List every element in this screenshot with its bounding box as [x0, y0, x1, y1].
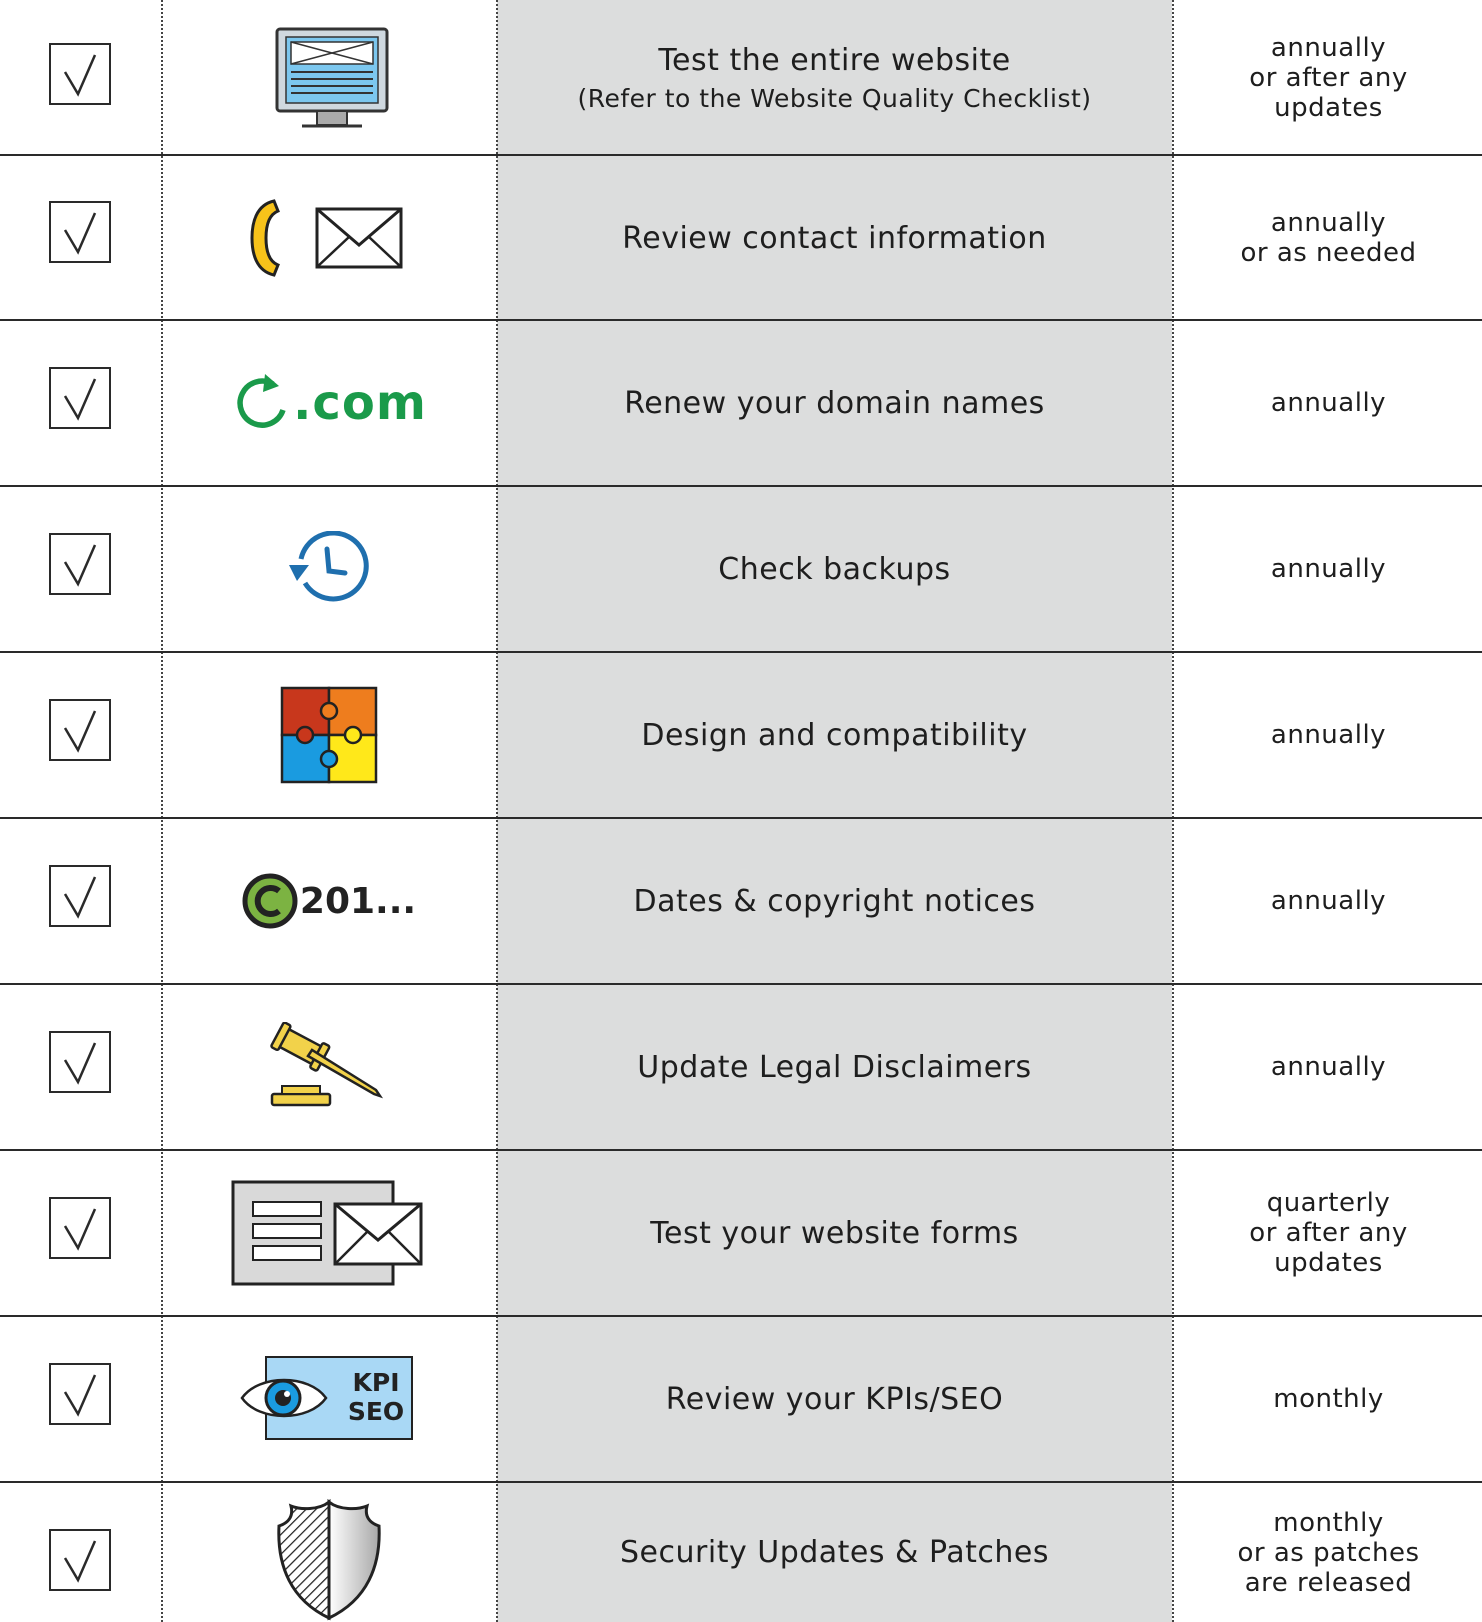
copyright-year-text: 201...	[299, 880, 417, 922]
frequency-line: monthly	[1273, 1384, 1384, 1414]
icon-cell	[164, 321, 494, 485]
checkmark-icon	[51, 535, 108, 592]
frequency-line: monthly	[1273, 1507, 1384, 1538]
frequency-cell	[1175, 819, 1482, 983]
copyright-symbol-icon	[242, 873, 298, 929]
kpi-text: KPI	[352, 1368, 400, 1397]
icon-cell	[164, 1151, 494, 1315]
frequency-cell	[1175, 985, 1482, 1149]
checklist-row	[0, 321, 1482, 485]
checklist-row	[0, 156, 1482, 320]
icon-cell	[164, 156, 494, 320]
task-label: Test the entire website	[658, 42, 1011, 78]
task-label: Renew your domain names	[624, 385, 1045, 421]
form-envelope-icon	[229, 1178, 429, 1288]
frequency-line: annually	[1270, 1052, 1387, 1082]
task-label: Update Legal Disclaimers	[637, 1049, 1032, 1085]
eye-icon	[239, 1368, 329, 1428]
checklist-row	[0, 487, 1482, 651]
frequency-line: annually	[1270, 886, 1387, 916]
checklist-row	[0, 819, 1482, 983]
checkmark-icon	[51, 1531, 108, 1588]
frequency-cell	[1175, 653, 1482, 817]
icon-cell	[164, 0, 494, 155]
frequency-cell	[1175, 1483, 1482, 1622]
frequency-cell	[1175, 1317, 1482, 1481]
backup-clock-icon	[287, 531, 371, 607]
checkmark-icon	[51, 45, 108, 102]
frequency-cell	[1175, 156, 1482, 320]
refresh-icon	[231, 372, 293, 434]
frequency-cell	[1175, 0, 1482, 155]
task-cell	[497, 0, 1172, 155]
frequency-line: annually	[1270, 388, 1387, 418]
checkmark-icon	[51, 1033, 108, 1090]
checklist-row	[0, 1151, 1482, 1315]
checkbox[interactable]	[49, 1197, 111, 1259]
monitor-icon	[269, 23, 389, 133]
task-label: Design and compatibility	[641, 717, 1028, 753]
checkbox[interactable]	[49, 1031, 111, 1093]
icon-cell	[164, 1317, 494, 1481]
task-note: (Refer to the Website Quality Checklist)	[577, 83, 1092, 113]
frequency-line: annually	[1270, 720, 1387, 750]
checkmark-icon	[51, 867, 108, 924]
task-cell	[497, 653, 1172, 817]
icon-cell	[164, 985, 494, 1149]
checkmark-icon	[51, 203, 108, 260]
frequency-cell	[1175, 1151, 1482, 1315]
task-cell	[497, 819, 1172, 983]
domain-text: .com	[293, 375, 427, 431]
checklist-row	[0, 1317, 1482, 1481]
task-cell	[497, 1317, 1172, 1481]
gavel-icon	[264, 1022, 394, 1112]
icon-cell	[164, 653, 494, 817]
task-label: Security Updates & Patches	[620, 1535, 1049, 1570]
task-cell	[497, 985, 1172, 1149]
checklist-row	[0, 0, 1482, 155]
domain-renew-icon	[231, 372, 427, 434]
checkbox[interactable]	[49, 367, 111, 429]
frequency-line: or as needed	[1240, 238, 1417, 268]
task-label: Review your KPIs/SEO	[665, 1381, 1004, 1417]
shield-icon	[269, 1496, 389, 1621]
checkbox[interactable]	[49, 1363, 111, 1425]
frequency-line: or as patches	[1237, 1537, 1420, 1568]
frequency-cell	[1175, 487, 1482, 651]
task-label: Test your website forms	[650, 1215, 1019, 1251]
frequency-line: updates	[1274, 1248, 1383, 1278]
checklist-row	[0, 985, 1482, 1149]
frequency-line: annually	[1270, 554, 1387, 584]
puzzle-icon	[279, 685, 379, 785]
checkbox[interactable]	[49, 533, 111, 595]
checkbox[interactable]	[49, 699, 111, 761]
frequency-line: or after any	[1249, 62, 1408, 93]
checklist-row	[0, 653, 1482, 817]
frequency-line: are released	[1244, 1567, 1413, 1598]
task-cell	[497, 1483, 1172, 1622]
checkbox[interactable]	[49, 43, 111, 105]
frequency-line: quarterly	[1266, 1188, 1391, 1218]
frequency-cell	[1175, 321, 1482, 485]
seo-text: SEO	[347, 1397, 405, 1426]
frequency-line: or after any	[1249, 1218, 1408, 1248]
checkmark-icon	[51, 369, 108, 426]
icon-cell	[164, 1483, 494, 1622]
task-label: Check backups	[718, 551, 951, 587]
frequency-line: updates	[1274, 92, 1383, 123]
eye-kpi-icon	[239, 1354, 419, 1444]
task-cell	[497, 321, 1172, 485]
checklist-row	[0, 1483, 1482, 1622]
task-cell	[497, 487, 1172, 651]
copyright-icon	[242, 873, 416, 929]
icon-cell	[164, 819, 494, 983]
task-cell	[497, 156, 1172, 320]
task-cell	[497, 1151, 1172, 1315]
checkbox[interactable]	[49, 201, 111, 263]
kpi-seo-label	[343, 1368, 409, 1426]
checkbox[interactable]	[49, 865, 111, 927]
icon-cell	[164, 487, 494, 651]
frequency-line: annually	[1270, 208, 1387, 238]
frequency-line: annually	[1270, 32, 1387, 63]
checkmark-icon	[51, 701, 108, 758]
checkmark-icon	[51, 1199, 108, 1256]
task-label: Review contact information	[622, 220, 1047, 256]
checkmark-icon	[51, 1365, 108, 1422]
checkbox[interactable]	[49, 1529, 111, 1591]
phone-and-envelope-icon	[244, 193, 414, 283]
task-label: Dates & copyright notices	[633, 883, 1036, 919]
